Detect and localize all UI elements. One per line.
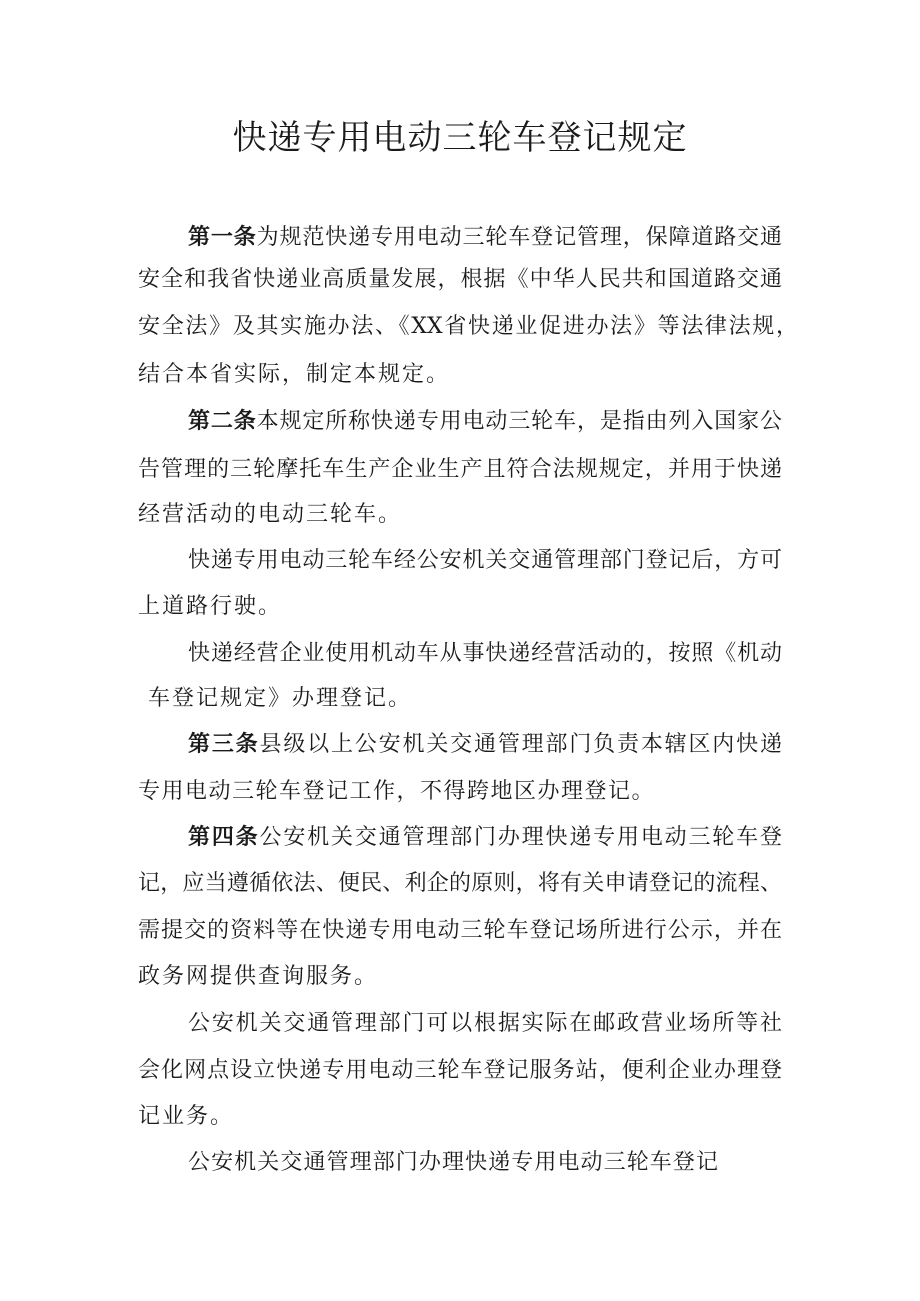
paragraph-line [188, 218, 782, 258]
paragraph-line: 专用电动三轮车登记工作，不得跨地区办理登记。 [138, 779, 656, 804]
paragraph-line: 会化网点设立快递专用电动三轮车登记服务站，便利企业办理登 [138, 1058, 782, 1083]
article-label: 第四条 [188, 825, 260, 850]
paragraph-line: 结合本省实际，制定本规定。 [138, 362, 451, 387]
paragraph-line: 记，应当遵循依法、便民、利企的原则，将有关申请登记的流程、 [138, 871, 782, 896]
article-label: 第二条 [188, 409, 257, 434]
paragraph-line [188, 725, 782, 765]
paragraph-line: 政务网提供查询服务。 [138, 964, 379, 989]
paragraph-line: 公安机关交通管理部门办理快递专用电动三轮车登记 [188, 1150, 718, 1175]
paragraph-line: 告管理的三轮摩托车生产企业生产且符合法规规定，并用于快递 [138, 457, 782, 482]
document-title: 快递专用电动三轮车登记规定 [232, 118, 688, 158]
paragraph-line [188, 818, 782, 858]
line-text: 公安机关交通管理部门办理快递专用电动三轮车登 [259, 825, 782, 850]
line-text: 本规定所称快递专用电动三轮车，是指由列入国家公 [256, 409, 782, 434]
paragraph-line: 安全法》及其实施办法、《XX省快递业促进办法》等法律法规， [138, 314, 798, 339]
paragraph-line [188, 402, 782, 442]
paragraph-line: 车登记规定》办理登记。 [148, 686, 413, 711]
paragraph-line: 快递专用电动三轮车经公安机关交通管理部门登记后，方可 [188, 548, 782, 573]
article-label: 第一条 [188, 225, 257, 250]
paragraph-line: 记业务。 [138, 1104, 235, 1129]
article-label: 第三条 [188, 732, 260, 757]
paragraph-line: 需提交的资料等在快递专用电动三轮车登记场所进行公示，并在 [138, 918, 782, 943]
paragraph-line: 经营活动的电动三轮车。 [138, 502, 403, 527]
paragraph-line: 上道路行驶。 [138, 594, 283, 619]
paragraph-line: 公安机关交通管理部门可以根据实际在邮政营业场所等社 [188, 1011, 782, 1036]
paragraph-line: 快递经营企业使用机动车从事快递经营活动的，按照《机动 [188, 641, 782, 666]
line-text: 为规范快递专用电动三轮车登记管理，保障道路交通 [256, 225, 782, 250]
paragraph-line: 安全和我省快递业高质量发展，根据《中华人民共和国道路交通 [138, 267, 782, 292]
line-text: 县级以上公安机关交通管理部门负责本辖区内快递 [259, 732, 782, 757]
